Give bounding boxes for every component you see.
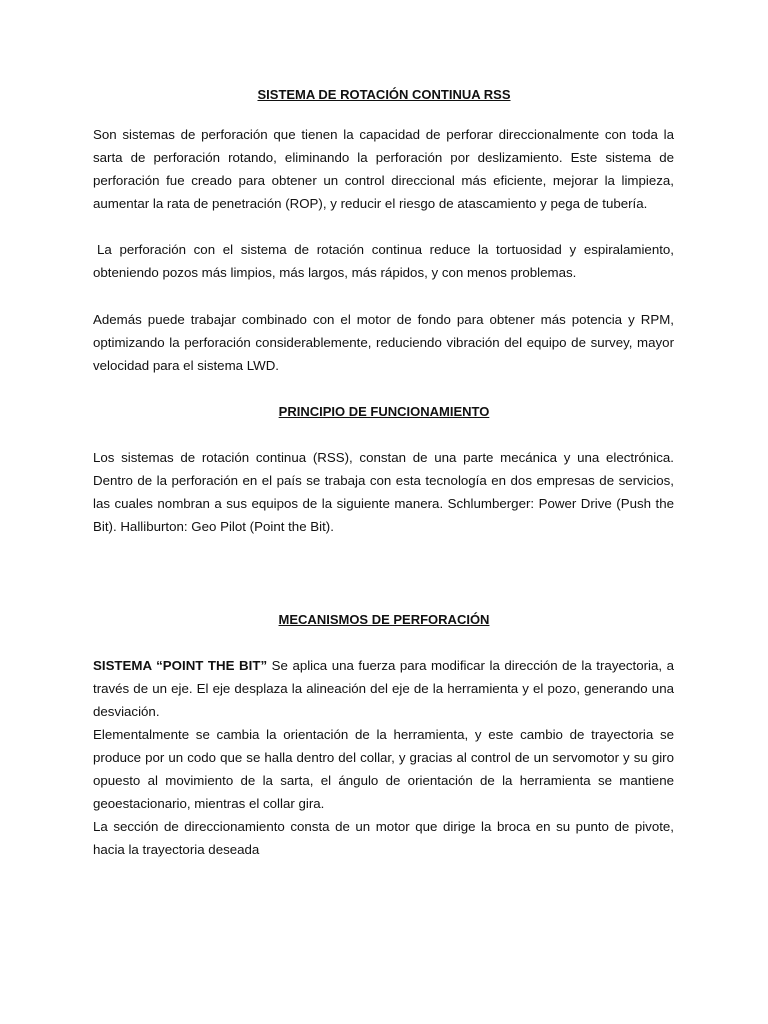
paragraph-rss-benefits-text: La perforación con el sistema de rotación continua reduce la tortuosidad y espiralamiento, obteniendo pozos más limpios, más largos, más rápidos, y con menos problemas. (93, 242, 674, 280)
paragraph-orientation: Elementalmente se cambia la orientación de la herramienta, y este cambio de trayectoria se produce por un codo que se halla dentro del collar, y gracias al control de un servomotor y su giro opuesto al movimiento de la sarta, el ángulo de orientación de la herramienta se mantiene geoestacionario, mientras el collar gira. (93, 727, 674, 811)
point-the-bit-lead: SISTEMA “POINT THE BIT” (93, 658, 268, 673)
paragraph-rss-benefits (93, 238, 674, 284)
paragraph-principle: Los sistemas de rotación continua (RSS), constan de una parte mecánica y una electrónica. Dentro de la perforación en el país se trabaja con esta tecnología en dos empresas de servicios, las cuales nombran a sus equipos de la siguiente manera. Schlumberger: Power Drive (Push the Bit). Halliburton: Geo Pilot (Point the Bit). (93, 450, 674, 534)
paragraph-rss-definition: Son sistemas de perforación que tienen la capacidad de perforar direccionalmente con toda la sarta de perforación rotando, eliminando la perforación por deslizamiento. Este sistema de perforación fue creado para obtener un control direccional más eficiente, mejorar la limpieza, aumentar la rata de penetración (ROP), y reducir el riesgo de atascamiento y pega de tubería. (93, 127, 674, 211)
section-title-rss: SISTEMA DE ROTACIÓN CONTINUA RSS (257, 87, 511, 102)
section-title-principle: PRINCIPIO DE FUNCIONAMIENTO (278, 404, 490, 419)
section-title-mechanisms: MECANISMOS DE PERFORACIÓN (278, 612, 490, 627)
paragraph-steering-section: La sección de direccionamiento consta de un motor que dirige la broca en su punto de pivote, hacia la trayectoria deseada (93, 819, 674, 857)
paragraph-point-the-bit (93, 654, 674, 723)
paragraph-rss-motor: Además puede trabajar combinado con el motor de fondo para obtener más potencia y RPM, optimizando la perforación considerablemente, reduciendo vibración del equipo de survey, mayor velocidad para el sistema LWD. (93, 312, 674, 373)
point-the-bit-text: Se aplica una fuerza para modificar la dirección de la trayectoria, a través de un eje. El eje desplaza la alineación del eje de la herramienta y el pozo, generando una desviación. (93, 658, 674, 719)
